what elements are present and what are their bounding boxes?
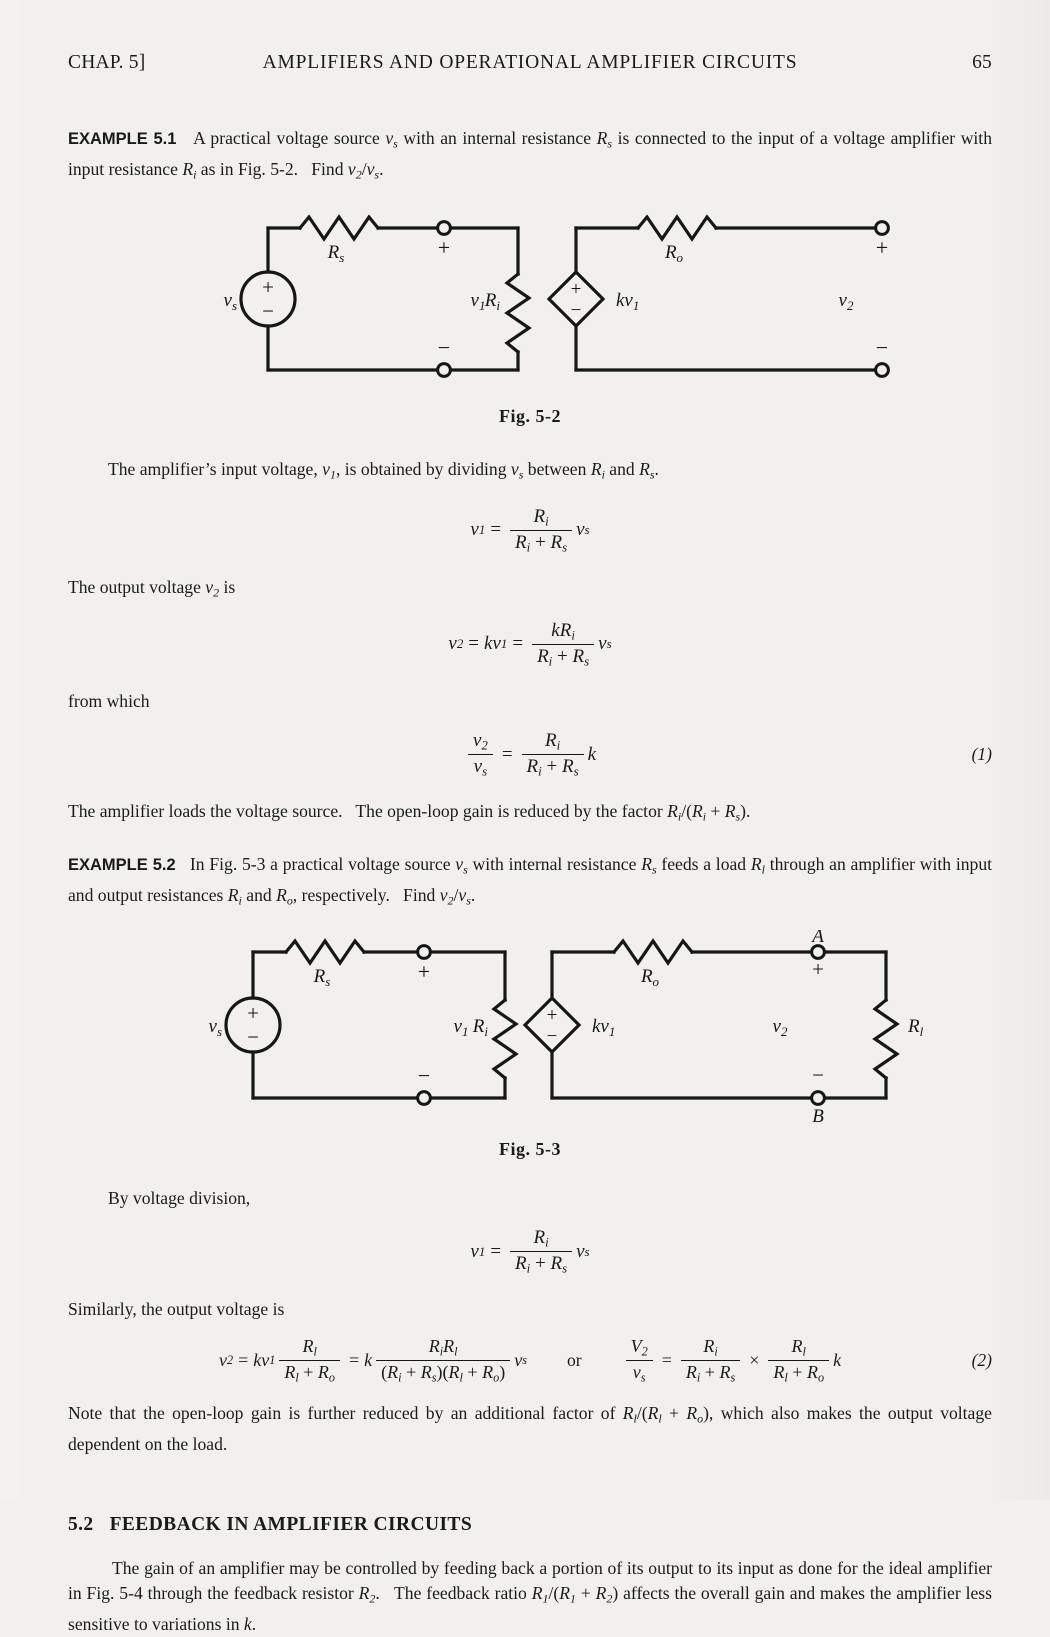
equation-2: v 2 = kv 1 $\frac{R_l}{R_l + R_o}$ = k $\frac{R_iR_l}{(R_i + R_s)(R_l + R_o)}$ v s or $\frac{V_2}{v_s}$ = $\frac{R_i}{R_i + R_s}$ × $\frac{R_l}{R_l + R_o}$ k (2) [218, 1336, 992, 1385]
terminal-positive-node [438, 221, 451, 234]
paragraph-note-closing: Note that the open-loop gain is further reduced by an additional factor of $R_l/(R_l + R_o)$, which also makes the output voltage dependent on the load. [68, 1403, 992, 1455]
terminal-negative-node-fig3 [418, 1091, 431, 1104]
example-5-1-label: EXAMPLE 5.1 [68, 130, 177, 148]
label-node-b: B [812, 1105, 824, 1127]
page-number: 65 [972, 52, 992, 73]
label-vs-fig3: $v_s$ [208, 1015, 222, 1039]
figure-5-3-circuit [68, 930, 992, 1130]
label-plus-v2: + [875, 234, 889, 260]
paragraph-amplifier-loads: The amplifier loads the voltage source. The open-loop gain is reduced by the factor $R_i/(R_i + R_s)$. [68, 801, 751, 824]
label-ro-fig3: $R_o$ [640, 965, 660, 989]
running-title: AMPLIFIERS AND OPERATIONAL AMPLIFIER CIRCUITS [262, 52, 798, 73]
label-minus-v2: − [875, 334, 889, 360]
output-terminal-positive [876, 221, 889, 234]
equation-v1-b: v 1 = $\frac{R_i}{R_i + R_s}$ v s [470, 1227, 590, 1277]
svg-text:+: + [262, 274, 274, 299]
svg-text:+: + [546, 1004, 558, 1026]
label-v1: $v_1$ [470, 289, 486, 313]
paragraph-similarly: Similarly, the output voltage is [68, 1298, 285, 1319]
label-minus-v2-fig3: − [812, 1062, 824, 1087]
chapter-marker: CHAP. 5] [68, 52, 146, 73]
figure-5-3-caption: Fig. 5-3 [499, 1138, 561, 1159]
example-5-1-paragraph: EXAMPLE 5.1 A practical voltage source $v_s$ with an internal resistance $R_s$ is connected to the input of a voltage amplifier with input resistance $R_i$ as in Fig. 5-2. Find $v_2/v_s$. [68, 128, 992, 182]
paragraph-from-which: from which [68, 690, 150, 711]
label-ri-fig3: $R_i$ [472, 1015, 488, 1039]
label-kv1-fig3: $kv_1$ [592, 1015, 616, 1039]
label-plus-v1-fig3: + [417, 958, 431, 984]
terminal-positive-node-fig3 [418, 945, 431, 958]
figure-5-2-circuit [68, 210, 992, 395]
label-v2-fig3: $v_2$ [772, 1015, 788, 1039]
section-number: 5.2 [68, 1513, 94, 1535]
equation-1-tag: (1) [971, 744, 992, 765]
paragraph-input-voltage: The amplifier’s input voltage, $v_1$, is obtained by dividing $v_s$ between $R_i$ and $R_s$. [108, 458, 659, 482]
equation-1: $\frac{v_2}{v_s}$ = $\frac{R_i}{R_i + R_s}$ k (1) [68, 730, 992, 779]
running-head [68, 52, 992, 80]
svg-text:−: − [262, 298, 274, 323]
section-5-2-heading [68, 1514, 992, 1536]
figure-5-2-caption: Fig. 5-2 [499, 405, 561, 426]
section-5-2-body: The gain of an amplifier may be controlled by feeding back a portion of its output to its input as done for the ideal amplifier in Fig. 5-4 through the feedback resistor $R_2$. The feedback ratio $R_1/(R_1 + R_2)$ affects the overall gain and makes the amplifier less sensitive to variations in k. [68, 1557, 992, 1634]
svg-text:−: − [546, 1025, 558, 1047]
figure-5-2 [68, 210, 992, 427]
label-ro: $R_o$ [664, 241, 684, 265]
terminal-negative-node [438, 363, 451, 376]
label-rs-fig3: $R_s$ [313, 965, 331, 989]
label-vs: $v_s$ [223, 289, 237, 313]
equation-v1: v 1 = $\frac{R_i}{R_i + R_s}$ v s [470, 505, 590, 555]
example-5-2-label: EXAMPLE 5.2 [68, 856, 176, 875]
label-v1-fig3: $v_1$ [453, 1015, 469, 1039]
label-plus-v1: + [437, 234, 451, 260]
paragraph-voltage-division: By voltage division, [108, 1187, 251, 1208]
paragraph-output-voltage: The output voltage $v_2$ is [68, 576, 236, 600]
label-ri: $R_i$ [484, 289, 500, 313]
example-5-2-paragraph: EXAMPLE 5.2 In Fig. 5-3 a practical voltage source $v_s$ with internal resistance $R_s$ feeds a load $R_l$ through an amplifier with input and output resistances $R_i$ and $R_o$, respectively. Find $v_2/v_s$. [68, 854, 992, 908]
svg-text:+: + [247, 1000, 259, 1025]
equation-2-or: or [566, 1350, 582, 1371]
label-v2: $v_2$ [838, 289, 854, 313]
label-minus-v1-fig3: − [417, 1062, 431, 1088]
label-rs: $R_s$ [327, 241, 345, 265]
section-title: FEEDBACK IN AMPLIFIER CIRCUITS [109, 1513, 473, 1535]
svg-text:−: − [247, 1024, 259, 1049]
equation-v2: v 2 = kv 1 = $\frac{kR_i}{R_i + R_s}$ v s [448, 619, 612, 669]
label-rl: $R_l$ [908, 1015, 924, 1039]
equation-2-tag: (2) [971, 1350, 992, 1371]
label-node-a: A [812, 929, 824, 947]
svg-text:+: + [570, 278, 582, 300]
svg-text:−: − [570, 299, 582, 321]
figure-5-3 [68, 930, 992, 1160]
label-kv1: $kv_1$ [616, 289, 640, 313]
output-terminal-negative [876, 363, 889, 376]
node-b-terminal [812, 1091, 825, 1104]
label-plus-v2-fig3: + [812, 956, 824, 981]
label-minus-v1: − [437, 334, 451, 360]
